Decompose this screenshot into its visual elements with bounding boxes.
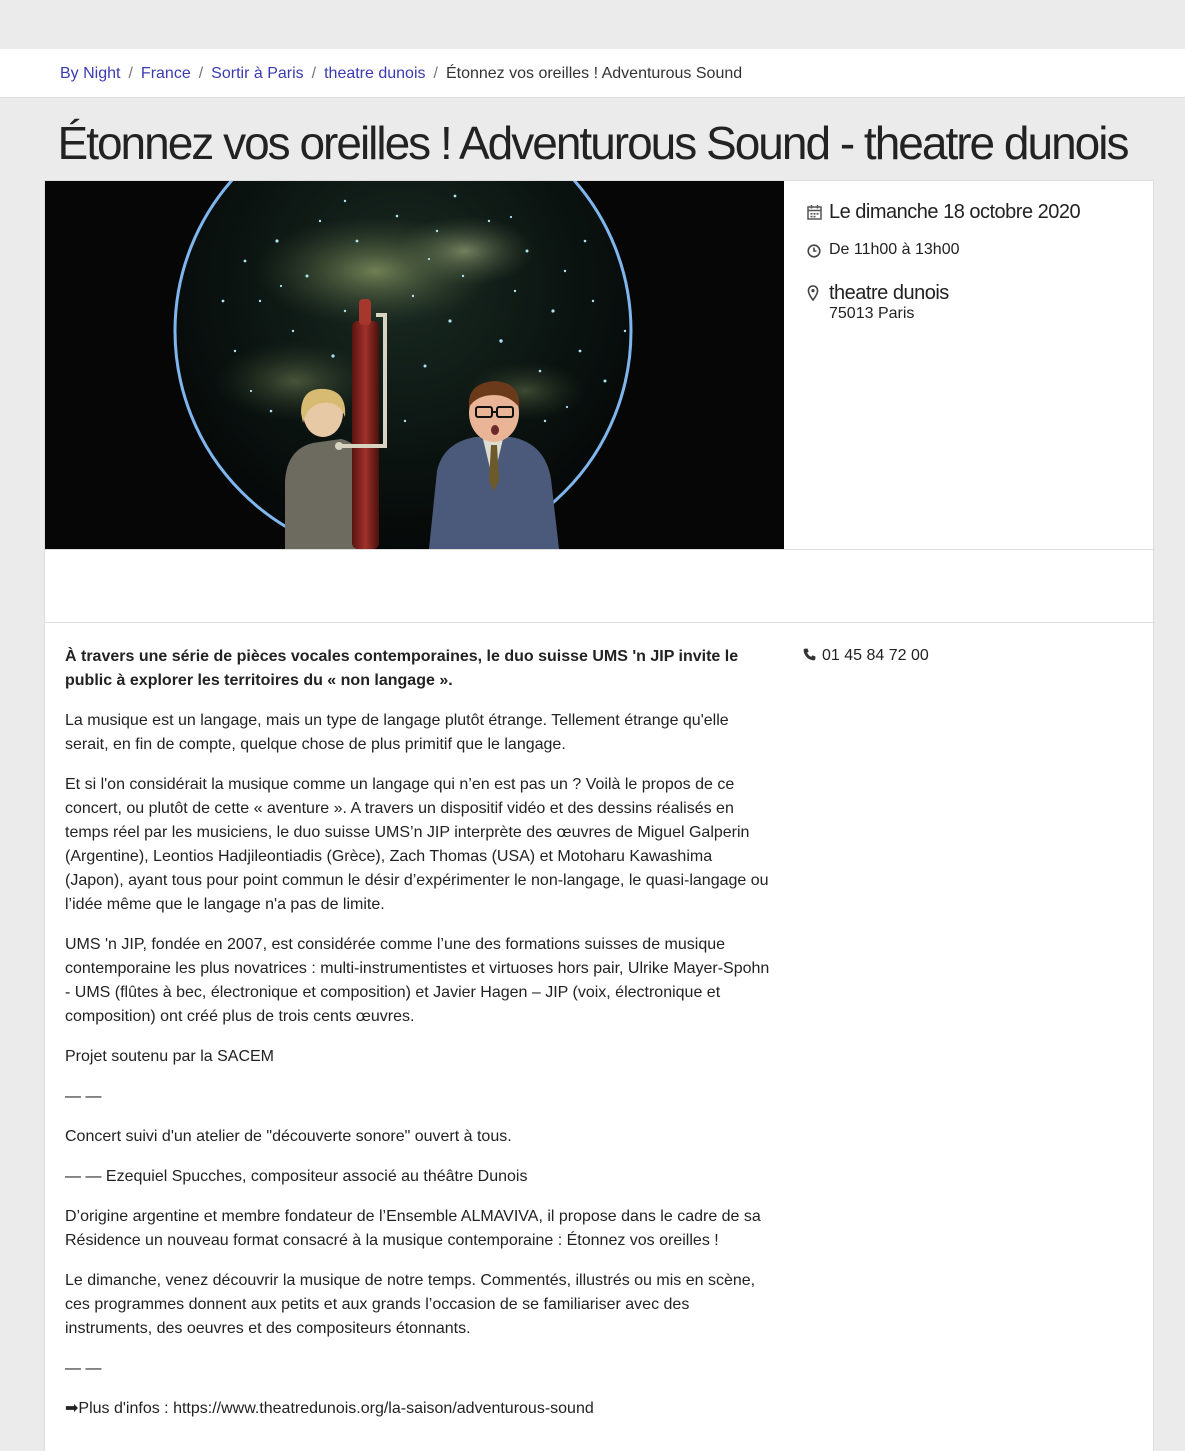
description-paragraph: Le dimanche, venez découvrir la musique de notre temps. Commentés, illustrés ou mis en scène, ces programmes donnent aux petits et aux grands l’occasion de se familiariser avec des instruments, des oeuvres et des compositeurs étonnants. (65, 1272, 756, 1337)
event-card (44, 180, 1154, 1451)
description-paragraph: Projet soutenu par la SACEM (65, 1048, 274, 1065)
more-info-link[interactable]: ➡Plus d'infos : https://www.theatredunois.org/la-saison/adventurous-sound (65, 1400, 594, 1417)
breadcrumb-current: Étonnez vos oreilles ! Adventurous Sound (445, 65, 743, 82)
clock-icon (807, 244, 821, 258)
event-city: 75013 Paris (829, 305, 915, 322)
event-time-row (807, 241, 1080, 263)
breadcrumb-separator: / (311, 65, 317, 82)
description-paragraph: Et si l'on considérait la musique comme un langage qui n’en est pas un ? Voilà le propos de ce concert, ou plutôt de cette « aventure ». A travers un dispositif vidéo et des dessins réalisés en temps réel par les musiciens, le duo suisse UMS’n JIP interprète des œuvres de Miguel Galperin (Argentine), Leontios Hadjileontiadis (Grèce), Zach Thomas (USA) et Motoharu Kawashima (Japon), ayant tous pour point commun le désir d’expérimenter le non-langage, le quasi-langage ou l’idée même que le langage n'a pas de limite. (65, 776, 769, 913)
calendar-icon (807, 204, 822, 220)
breadcrumb-separator: / (433, 65, 438, 82)
event-date-row (807, 201, 1080, 225)
divider (45, 549, 1155, 550)
event-description (65, 645, 770, 1437)
event-photo-illustration (45, 181, 784, 549)
breadcrumb-link-by-night[interactable]: By Night (60, 65, 121, 82)
event-venue[interactable]: theatre dunois (829, 282, 949, 304)
breadcrumb (60, 64, 742, 84)
description-separator: — — (65, 1088, 102, 1105)
description-paragraph: La musique est un langage, mais un type de langage plutôt étrange. Tellement étrange qu'elle serait, en fin de compte, quelque chose de plus primitif que le langage. (65, 712, 729, 753)
page-title: Étonnez vos oreilles ! Adventurous Sound - theatre dunois (57, 117, 1128, 169)
description-paragraph: — — Ezequiel Spucches, compositeur associé au théâtre Dunois (65, 1168, 528, 1185)
breadcrumb-link-sortir-a-paris[interactable]: Sortir à Paris (211, 65, 304, 82)
event-photo (45, 181, 784, 549)
description-paragraph: D’origine argentine et membre fondateur de l’Ensemble ALMAVIVA, il propose dans le cadre de sa Résidence un nouveau format consacré à la musique contemporaine : Étonnez vos oreilles ! (65, 1208, 761, 1249)
breadcrumb-link-theatre-dunois[interactable]: theatre dunois (324, 65, 426, 82)
description-separator: — — (65, 1360, 102, 1377)
breadcrumb-bar (0, 49, 1185, 98)
event-date: Le dimanche 18 octobre 2020 (829, 201, 1081, 223)
description-lead: À travers une série de pièces vocales contemporaines, le duo suisse UMS 'n JIP invite le public à explorer les territoires du « non langage ». (65, 648, 739, 689)
phone-contact[interactable] (803, 645, 929, 667)
description-paragraph: UMS 'n JIP, fondée en 2007, est considérée comme l’une des formations suisses de musique contemporaine les plus novatrices : multi-instrumentistes et virtuoses hors pair, Ulrike Mayer-Spohn - UMS (flûtes à bec, électronique et composition) et Javier Hagen – JIP (voix, électronique et composition) ont créé plus de trois cents œuvres. (65, 936, 770, 1025)
event-time: De 11h00 à 13h00 (829, 241, 960, 258)
phone-number[interactable]: 01 45 84 72 00 (822, 647, 929, 664)
event-info (807, 201, 1080, 323)
map-marker-icon (807, 285, 819, 301)
event-venue-row (807, 282, 1080, 323)
divider (45, 622, 1155, 623)
breadcrumb-separator: / (198, 65, 204, 82)
breadcrumb-separator: / (128, 65, 133, 82)
phone-icon (803, 648, 816, 661)
breadcrumb-link-france[interactable]: France (140, 65, 191, 82)
description-paragraph: Concert suivi d'un atelier de "découverte sonore" ouvert à tous. (65, 1128, 512, 1145)
